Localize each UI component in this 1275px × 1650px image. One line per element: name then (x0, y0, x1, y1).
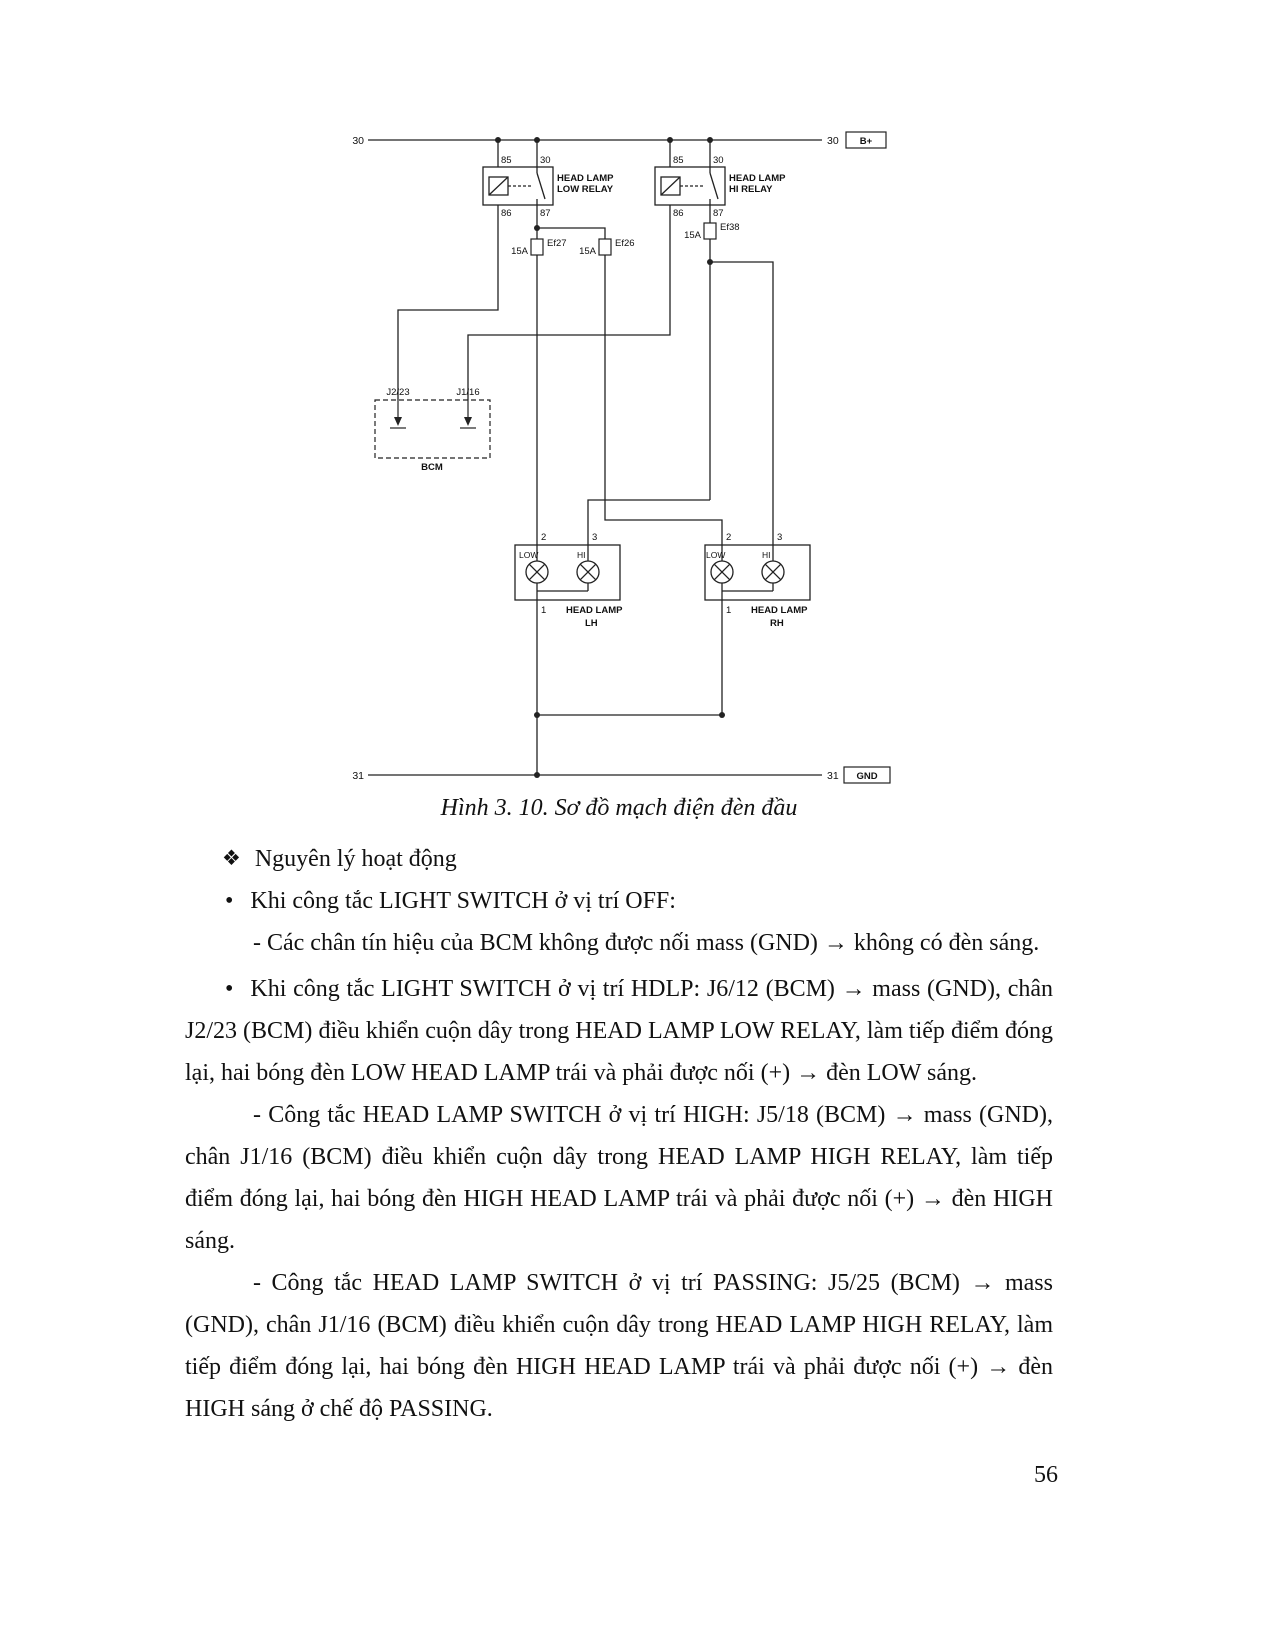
lamp-lh-pin-3: 3 (592, 532, 598, 543)
relay-low-symbol (483, 167, 553, 205)
relay-low-pin-87: 87 (540, 208, 551, 219)
lamp-lh-pin-1: 1 (541, 605, 547, 616)
fuse-ef27-rating: 15A (511, 246, 528, 257)
fuse-ef38-rating: 15A (684, 230, 701, 241)
power-rail-right-label: 30 (827, 135, 839, 147)
figure-caption: Hình 3. 10. Sơ đồ mạch điện đèn đầu (440, 795, 798, 821)
ground-rail-right-label: 31 (827, 770, 839, 782)
lamp-rh-pin-1: 1 (726, 605, 732, 616)
lamp-lh-name-line1: HEAD LAMP (566, 605, 623, 616)
fuse-ef26-rating: 15A (579, 246, 596, 257)
paragraph-passing (185, 1262, 1053, 1430)
bcm-pin-j2-23: J2/23 (386, 387, 410, 398)
lamp-rh-name-line2: RH (770, 618, 784, 629)
relay-low-name-line2: LOW RELAY (557, 184, 614, 195)
fuse-ef27-name: Ef27 (547, 238, 567, 249)
fuse-ef38-name: Ef38 (720, 222, 740, 233)
lamp-lh-pin-2: 2 (541, 532, 547, 543)
terminal-boxes (844, 132, 890, 783)
relay-low-pin-85: 85 (501, 155, 512, 166)
lamp-lh-bulb-low-label: LOW (519, 550, 539, 560)
paragraph-off-detail (185, 922, 1053, 964)
bplus-terminal-label: B+ (859, 136, 873, 147)
relay-hi-symbol (655, 167, 725, 205)
relay-low-pin-30: 30 (540, 155, 551, 166)
fuse-ef38-icon (704, 223, 716, 239)
bcm-symbol (375, 400, 490, 458)
paragraph-high (185, 1094, 1053, 1262)
body-content (185, 838, 1053, 1430)
paragraph-text: Khi công tắc LIGHT SWITCH ở vị trí HDLP: J6/12 (BCM) → mass (GND), chân J2/23 (BCM) điều khiển cuộn dây trong HEAD LAMP LOW RELAY, làm tiếp điểm đóng lại, hai bóng đèn LOW HEAD LAMP trái và phải được nối (+) → đèn LOW sáng. (185, 976, 1053, 1086)
bcm-label: BCM (421, 462, 443, 473)
lamp-lh-bulb-hi-label: HI (577, 550, 586, 560)
circuit-diagram (0, 0, 1275, 800)
relay-hi-pin-87: 87 (713, 208, 724, 219)
fuse-ef26-name: Ef26 (615, 238, 635, 249)
relay-low-pin-86: 86 (501, 208, 512, 219)
paragraph-text: Khi công tắc LIGHT SWITCH ở vị trí OFF: (250, 888, 676, 914)
section-title: Nguyên lý hoạt động (254, 846, 457, 872)
relay-hi-name-line1: HEAD LAMP (729, 173, 786, 184)
gnd-terminal-label: GND (856, 771, 878, 782)
power-rail-left-label: 30 (352, 135, 364, 147)
relay-hi-name-line2: HI RELAY (729, 184, 773, 195)
ground-rail-left-label: 31 (352, 770, 364, 782)
section-heading (185, 838, 1053, 880)
lamp-rh-bulb-low-label: LOW (706, 550, 726, 560)
lamp-lh-name-line2: LH (585, 618, 598, 629)
fuse-ef27-icon (531, 239, 543, 255)
lamp-rh-bulb-hi-label: HI (762, 550, 771, 560)
fuse-ef26-icon (599, 239, 611, 255)
paragraph-hdlp (185, 968, 1053, 1094)
dot-bullet-icon: • (225, 976, 234, 1002)
relay-hi-pin-30: 30 (713, 155, 724, 166)
paragraph-text: - Các chân tín hiệu của BCM không được nối mass (GND) → không có đèn sáng. (253, 930, 1040, 956)
lamp-rh-name-line1: HEAD LAMP (751, 605, 808, 616)
dot-bullet-icon: • (225, 888, 234, 914)
bcm-pin-j1-16: J1/16 (456, 387, 480, 398)
relay-hi-pin-86: 86 (673, 208, 684, 219)
bcm-driver-arrow-icons (394, 417, 472, 426)
paragraph-off (185, 880, 1053, 922)
relay-hi-pin-85: 85 (673, 155, 684, 166)
diamond-bullet-icon: ❖ (222, 846, 241, 870)
lamp-rh-pin-3: 3 (777, 532, 783, 543)
paragraph-text: - Công tắc HEAD LAMP SWITCH ở vị trí HIGH: J5/18 (BCM) → mass (GND), chân J1/16 (BCM) điều khiển cuộn dây trong HEAD LAMP HIGH RELAY, làm tiếp điểm đóng lại, hai bóng đèn HIGH HEAD LAMP trái và phải được nối (+) → đèn HIGH sáng. (185, 1102, 1053, 1254)
relay-low-name-line1: HEAD LAMP (557, 173, 614, 184)
page-number: 56 (1034, 1462, 1058, 1488)
paragraph-text: - Công tắc HEAD LAMP SWITCH ở vị trí PASSING: J5/25 (BCM) → mass (GND), chân J1/16 (BCM) điều khiển cuộn dây trong HEAD LAMP HIGH RELAY, làm tiếp điểm đóng lại, hai bóng đèn HIGH HEAD LAMP trái và phải được nối (+) → đèn HIGH sáng ở chế độ PASSING. (185, 1270, 1053, 1422)
lamp-rh-pin-2: 2 (726, 532, 732, 543)
